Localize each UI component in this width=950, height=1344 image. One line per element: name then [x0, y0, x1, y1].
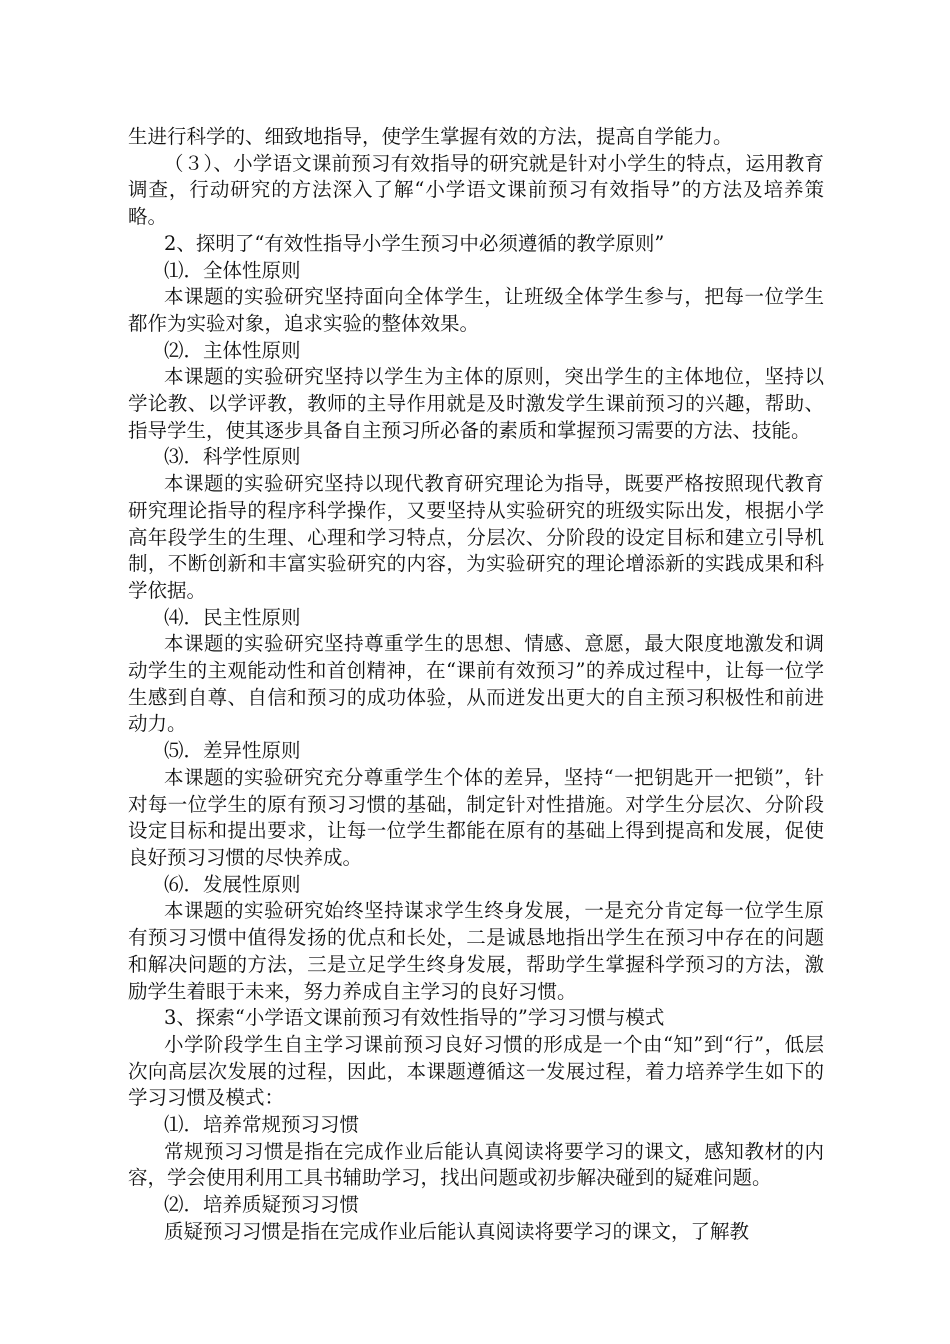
section-heading: 2、探明了“有效性指导小学生预习中必须遵循的教学原则”: [164, 231, 665, 255]
subsection-heading: ⑶．科学性原则: [164, 445, 301, 469]
paragraph: 本课题的实验研究坚持面向全体学生，让班级全体学生参与，把每一位学生都作为实验对象，追求实验的整体效果。: [128, 285, 824, 335]
subsection-heading: ⑵．主体性原则: [164, 338, 301, 362]
paragraph: （３）、小学语文课前预习有效指导的研究就是针对小学生的特点，运用教育调查，行动研究的方法深入了解“小学语文课前预习有效指导”的方法及培养策略。: [128, 151, 824, 229]
paragraph: 本课题的实验研究坚持尊重学生的思想、情感、意愿，最大限度地激发和调动学生的主观能动性和首创精神，在“课前有效预习”的养成过程中，让每一位学生感到自尊、自信和预习的成功体验，从而迸发出更大的自主预习积极性和前进动力。: [128, 632, 824, 736]
paragraph: 本课题的实验研究充分尊重学生个体的差异，坚持“一把钥匙开一把锁”，针对每一位学生的原有预习习惯的基础，制定针对性措施。对学生分层次、分阶段设定目标和提出要求，让每一位学生都能在原有的基础上得到提高和发展，促使良好预习习惯的尽快养成。: [128, 765, 824, 869]
paragraph: 生进行科学的、细致地指导，使学生掌握有效的方法，提高自学能力。: [128, 125, 733, 148]
subsection-heading: ⑹．发展性原则: [164, 872, 301, 896]
paragraph: 本课题的实验研究始终坚持谋求学生终身发展，一是充分肯定每一位学生原有预习习惯中值得发扬的优点和长处，二是诚恳地指出学生在预习中存在的问题和解决问题的方法，三是立足学生终身发展，帮助学生掌握科学预习的方法，激励学生着眼于未来，努力养成自主学习的良好习惯。: [128, 899, 824, 1003]
subsection-heading: ⑵．培养质疑预习习惯: [164, 1193, 360, 1217]
paragraph: 常规预习习惯是指在完成作业后能认真阅读将要学习的课文，感知教材的内容，学会使用利用工具书辅助学习，找出问题或初步解决碰到的疑难问题。: [128, 1139, 824, 1190]
subsection-heading: ⑴．培养常规预习习惯: [164, 1113, 360, 1137]
section-heading: 3、探索“小学语文课前预习有效性指导的”学习习惯与模式: [164, 1006, 665, 1030]
document-body: [128, 124, 824, 1246]
subsection-heading: ⑸．差异性原则: [164, 739, 301, 763]
paragraph: 本课题的实验研究坚持以学生为主体的原则，突出学生的主体地位，坚持以学论教、以学评教，教师的主导作用就是及时激发学生课前预习的兴趣，帮助、指导学生，使其逐步具备自主预习所必备的素质和掌握预习需要的方法、技能。: [128, 365, 824, 442]
paragraph: 小学阶段学生自主学习课前预习良好习惯的形成是一个由“知”到“行”，低层次向高层次发展的过程，因此，本课题遵循这一发展过程，着力培养学生如下的学习习惯及模式：: [128, 1032, 824, 1110]
paragraph: 质疑预习习惯是指在完成作业后能认真阅读将要学习的课文，了解教: [164, 1219, 750, 1243]
subsection-heading: ⑷．民主性原则: [164, 605, 301, 629]
paragraph: 本课题的实验研究坚持以现代教育研究理论为指导，既要严格按照现代教育研究理论指导的程序科学操作，又要坚持从实验研究的班级实际出发，根据小学高年段学生的生理、心理和学习特点，分层次、分阶段的设定目标和建立引导机制，不断创新和丰富实验研究的内容，为实验研究的理论增添新的实践成果和科学依据。: [128, 472, 824, 602]
subsection-heading: ⑴．全体性原则: [164, 258, 301, 282]
